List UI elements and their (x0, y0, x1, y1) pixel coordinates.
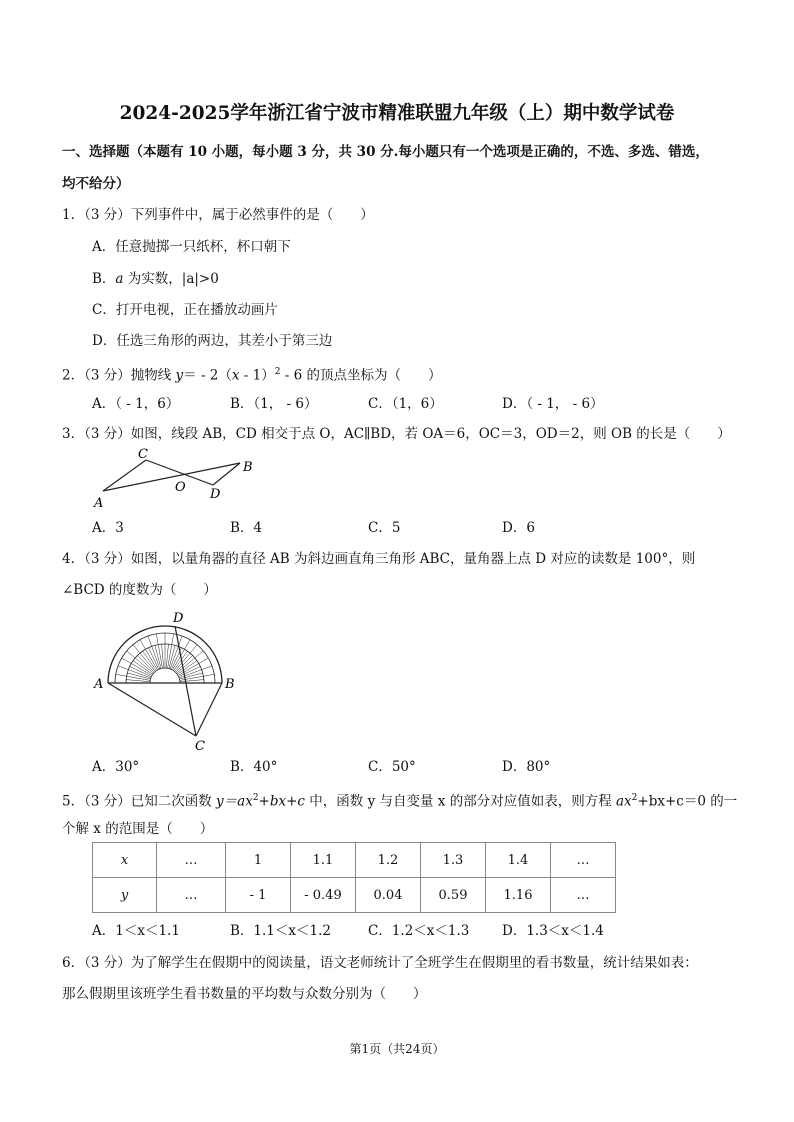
table-row (93, 843, 616, 878)
q5-stem-line1: 5．（3 分）已知二次函数 $y=ax^2+bx+c$ 中，函数 y 与自变量 x 的部分对应值如表，则方程 $ax^2+bx+c=0$ 的一 (62, 793, 738, 810)
q4-label-b: B (225, 677, 235, 692)
table-cell: … (551, 843, 616, 878)
q3-figure (88, 445, 268, 515)
table-cell: … (551, 878, 616, 913)
q1-option-c: C．打开电视，正在播放动画片 (92, 302, 278, 318)
q2-option-b: B．（1， - 6） (230, 396, 318, 412)
table-cell: 0.04 (356, 878, 421, 913)
table-cell: - 1 (226, 878, 291, 913)
section-heading-line2: 均不给分） (62, 176, 130, 192)
table-cell: 1.3 (421, 843, 486, 878)
table-cell: 1.1 (291, 843, 356, 878)
q3-option-a: A．3 (92, 520, 124, 536)
table-cell: - 0.49 (291, 878, 356, 913)
q4-label-a: A (94, 677, 104, 692)
q1-option-a: A．任意抛掷一只纸杯，杯口朝下 (92, 239, 291, 255)
q3-option-c: C．5 (368, 520, 401, 536)
page-footer: 第1页（共24页） (349, 1042, 445, 1056)
q3-option-b: B．4 (230, 520, 263, 536)
q5-option-d: D．1.3＜x＜1.4 (502, 923, 604, 939)
q4-option-a: A．30° (92, 759, 140, 775)
q3-label-o: O (175, 480, 186, 495)
q4-label-c: C (195, 739, 205, 753)
q5-option-b: B．1.1＜x＜1.2 (230, 923, 331, 939)
q1-option-d: D．任选三角形的两边，其差小于第三边 (92, 333, 333, 349)
table-cell: … (157, 843, 226, 878)
q4-protractor-figure (88, 608, 248, 753)
q1-option-b: B．a 为实数，|a|>0 (92, 271, 219, 287)
table-cell: y (93, 878, 157, 913)
q4-option-d: D．80° (502, 759, 551, 775)
q4-stem-line2: ∠BCD 的度数为（ ） (62, 582, 217, 598)
q2-stem: 2．（3 分）抛物线 y＝ - 2（x - 1）$^2$ - 6 的顶点坐标为（ ） (62, 367, 442, 384)
table-cell: 1.4 (486, 843, 551, 878)
q5-value-table (92, 842, 616, 913)
q3-label-a: A (94, 496, 104, 511)
q2-option-c: C．（1，6） (368, 396, 443, 412)
q3-option-d: D．6 (502, 520, 535, 536)
q4-option-c: C．50° (368, 759, 416, 775)
q3-label-b: B (243, 460, 253, 475)
q2-option-d: D．（ - 1， - 6） (502, 396, 604, 412)
table-cell: 1.2 (356, 843, 421, 878)
q1-stem: 1．（3 分）下列事件中，属于必然事件的是（ ） (62, 207, 374, 223)
q5-stem-line2: 个解 x 的范围是（ ） (62, 821, 214, 837)
q2-option-a: A．（ - 1，6） (92, 396, 180, 412)
table-cell: 1.16 (486, 878, 551, 913)
q4-stem-line1: 4．（3 分）如图，以量角器的直径 AB 为斜边画直角三角形 ABC，量角器上点 D 对应的读数是 100°，则 (62, 551, 696, 567)
q3-label-d: D (210, 487, 221, 502)
table-cell: x (93, 843, 157, 878)
q5-option-c: C．1.2＜x＜1.3 (368, 923, 470, 939)
q6-stem-line2: 那么假期里该班学生看书数量的平均数与众数分别为（ ） (62, 986, 427, 1002)
table-cell: 0.59 (421, 878, 486, 913)
q4-label-d: D (173, 611, 184, 626)
q4-option-b: B．40° (230, 759, 278, 775)
table-cell: … (157, 878, 226, 913)
q6-stem-line1: 6．（3 分）为了解学生在假期中的阅读量，语文老师统计了全班学生在假期里的看书数量，统计结果如表： (62, 955, 698, 971)
q3-label-c: C (138, 447, 148, 462)
q5-option-a: A．1＜x＜1.1 (92, 923, 180, 939)
section-heading-line1: 一、选择题（本题有 10 小题，每小题 3 分，共 30 分.每小题只有一个选项是正确的，不选、多选、错选， (62, 144, 709, 160)
page-title: 2024-2025学年浙江省宁波市精准联盟九年级（上）期中数学试卷 (119, 103, 675, 124)
table-cell: 1 (226, 843, 291, 878)
table-row (93, 878, 616, 913)
q3-stem: 3．（3 分）如图，线段 AB，CD 相交于点 O，AC∥BD，若 OA＝6，OC＝3，OD＝2，则 OB 的长是（ ） (62, 426, 731, 442)
